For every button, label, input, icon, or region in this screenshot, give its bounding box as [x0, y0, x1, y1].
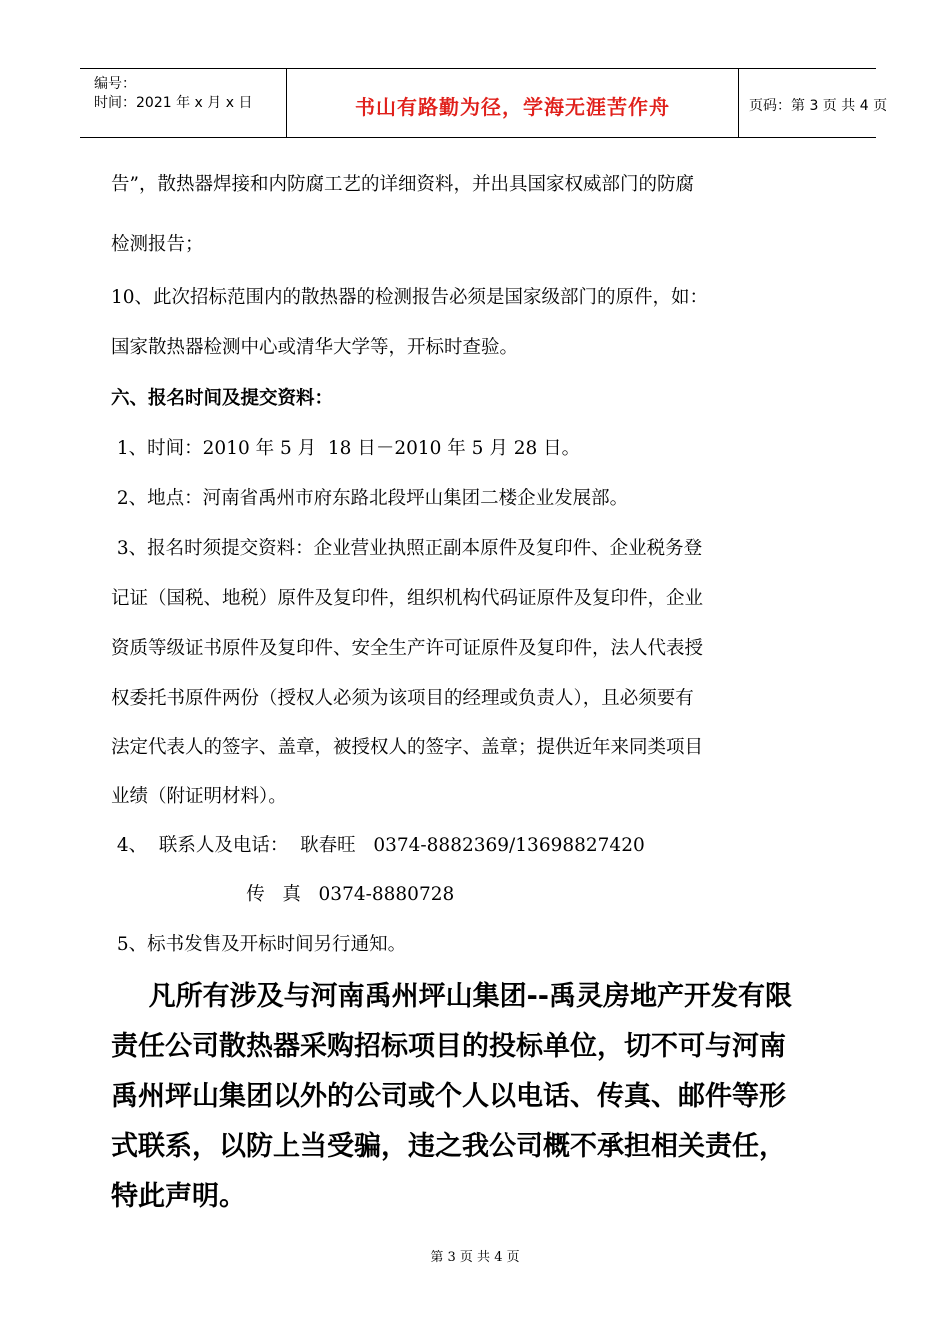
body-line: 10、此次招标范围内的散热器的检测报告必须是国家级部门的原件，如： [111, 287, 709, 308]
body-line: 检测报告； [111, 234, 204, 255]
section-heading: 六、报名时间及提交资料： [111, 388, 334, 409]
body-line: 法定代表人的签字、盖章，被授权人的签字、盖章；提供近年来同类项目 [111, 737, 704, 758]
body-line: 1、时间：2010 年 5 月 18 日－2010 年 5 月 28 日。 [111, 438, 581, 459]
header-motto-cell [287, 69, 739, 137]
notice-line: 禹州坪山集团以外的公司或个人以电话、传真、邮件等形 [111, 1081, 786, 1112]
body-line: 权委托书原件两份（授权人必须为该项目的经理或负责人），且必须要有 [111, 688, 694, 709]
body-line: 2、地点：河南省禹州市府东路北段坪山集团二楼企业发展部。 [111, 488, 629, 509]
body-line: 告”，散热器焊接和内防腐工艺的详细资料，并出具国家权威部门的防腐 [111, 174, 694, 195]
notice-line: 凡所有涉及与河南禹州坪山集团--禹灵房地产开发有限 [111, 981, 793, 1012]
time-label: 时间：2021 年 x 月 x 日 [94, 95, 253, 111]
page-footer: 第 3 页 共 4 页 [430, 1250, 520, 1265]
contact-line: 4、 联系人及电话： 耿春旺 0374-8882369/13698827420 [111, 835, 645, 856]
body-line: 记证（国税、地税）原件及复印件，组织机构代码证原件及复印件，企业 [111, 588, 704, 609]
body-line: 业绩（附证明材料）。 [111, 786, 287, 807]
body-line: 5、标书发售及开标时间另行通知。 [111, 934, 407, 955]
header-page-cell [739, 69, 888, 137]
body-line: 3、报名时须提交资料：企业营业执照正副本原件及复印件、企业税务登 [111, 538, 703, 559]
page-label: 页码：第 3 页 共 4 页 [749, 98, 888, 114]
body-line: 资质等级证书原件及复印件、安全生产许可证原件及复印件，法人代表授 [111, 638, 704, 659]
body-line: 国家散热器检测中心或清华大学等，开标时查验。 [111, 337, 519, 358]
notice-line: 责任公司散热器采购招标项目的投标单位，切不可与河南 [111, 1031, 786, 1062]
notice-line: 特此声明。 [111, 1181, 246, 1212]
number-label: 编号： [94, 76, 136, 92]
fax-line: 传 真 0374-8880728 [111, 884, 455, 905]
document-header [80, 68, 888, 138]
notice-line: 式联系，以防上当受骗，违之我公司概不承担相关责任， [111, 1131, 786, 1162]
header-meta-cell [80, 69, 287, 137]
motto: 书山有路勤为径，学海无涯苦作舟 [355, 95, 670, 119]
